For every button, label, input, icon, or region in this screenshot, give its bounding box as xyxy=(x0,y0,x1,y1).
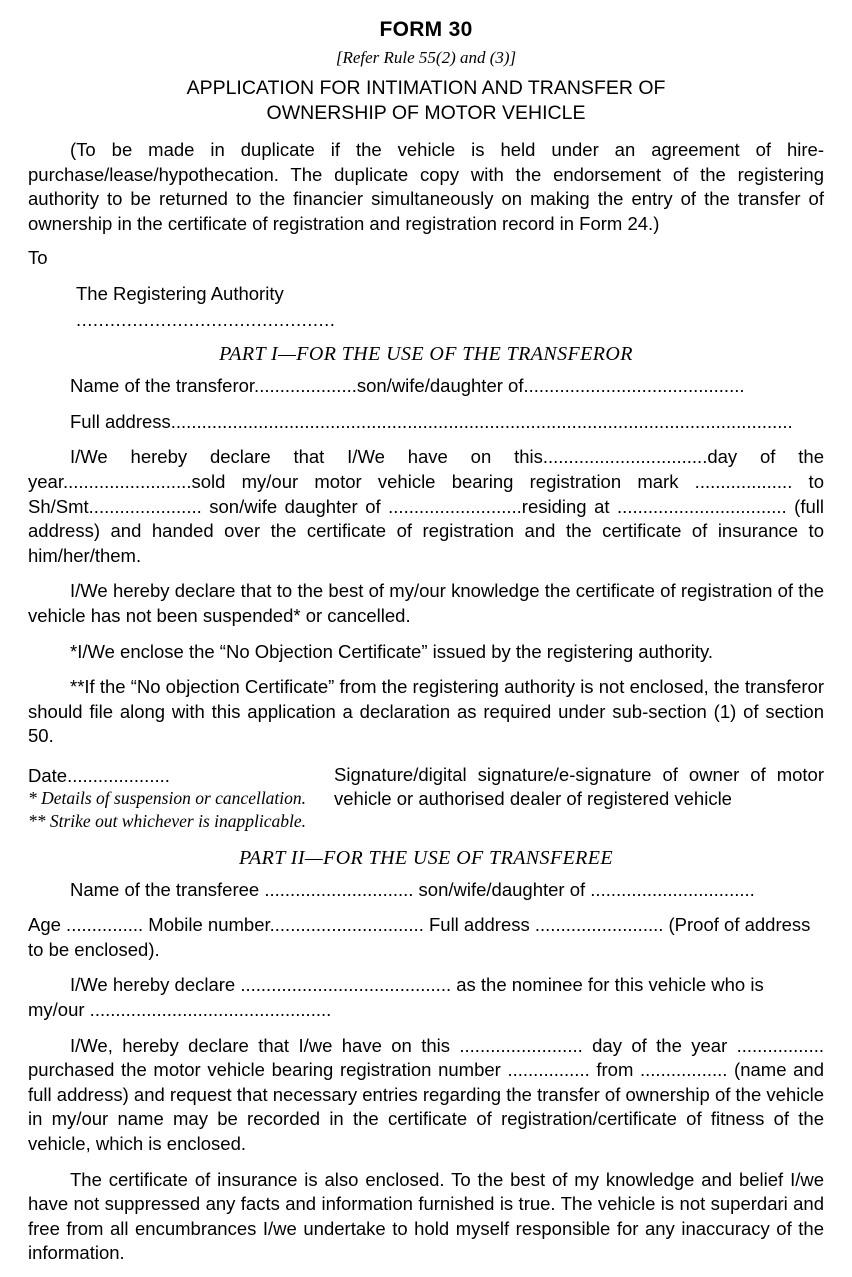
refer-rule-line: [Refer Rule 55(2) and (3)] xyxy=(335,48,517,67)
transferor-address-line: Full address......................................................................................................................... xyxy=(70,410,793,432)
part2-heading: PART II—FOR THE USE OF TRANSFEREE xyxy=(238,846,614,869)
noc-not-enclosed-note: **If the “No objection Certificate” from the registering authority is not enclosed, the transferor should file along with this application a declaration as required under sub-section (1) of section 50. xyxy=(28,676,824,747)
to-label: To xyxy=(28,247,48,269)
transferee-insurance-declaration: The certificate of insurance is also enclosed. To the best of my knowledge and belief I/we have not suppressed any facts and information furnished is true. The vehicle is not superdari and free from all encumbrances I/we undertake to hold myself responsible for any inaccuracy of the information. xyxy=(28,1168,824,1264)
transferor-sale-declaration: I/We hereby declare that I/We have on this................................day of the year.........................sold my/our motor vehicle bearing registration mark ................... to Sh/Smt...................... son/wife daughter of ..........................residing at ................................. (full address) and handed over the certificate of registration and the certificate of insurance to him/her/them. xyxy=(28,446,824,566)
transferee-nominee-line: I/We hereby declare ......................................... as the nominee for this vehicle who is my/our ............................................... xyxy=(28,974,764,1020)
transferee-name-line: Name of the transferee ............................. son/wife/daughter of ................................ xyxy=(70,878,755,900)
application-heading xyxy=(28,76,824,126)
registering-authority-label: The Registering Authority xyxy=(76,283,284,305)
footnote-suspension: * Details of suspension or cancellation. xyxy=(28,788,307,809)
transferor-signature-label: Signature/digital signature/e-signature of owner of motor vehicle or authorised dealer of registered vehicle xyxy=(334,764,824,810)
application-heading-line2: OWNERSHIP OF MOTOR VEHICLE xyxy=(266,101,586,124)
registering-authority-blank: .............................................. xyxy=(76,309,336,331)
page-title: FORM 30 xyxy=(379,18,473,41)
noc-enclosed-note: *I/We enclose the “No Objection Certificate” issued by the registering authority. xyxy=(70,640,714,662)
footnote-strike-out: ** Strike out whichever is inapplicable. xyxy=(28,810,307,831)
transferee-age-address-line: Age ............... Mobile number.............................. Full address ......................... (Proof of address to be enclosed). xyxy=(28,914,811,960)
transferor-suspension-declaration: I/We hereby declare that to the best of my/our knowledge the certificate of registration of the vehicle has not been suspended* or cancelled. xyxy=(28,580,824,627)
part1-footnotes xyxy=(28,787,358,833)
part1-heading: PART I—FOR THE USE OF THE TRANSFEROR xyxy=(219,343,633,366)
transferee-purchase-declaration: I/We, hereby declare that I/we have on this ........................ day of the year ................. purchased the motor vehicle bearing registration number ................ from ................. (name and full address) and request that necessary entries regarding the transfer of ownership of the vehicle in my/our name may be recorded in the certificate of registration/certificate of fitness of the vehicle, which is enclosed. xyxy=(28,1034,824,1154)
intro-paragraph: (To be made in duplicate if the vehicle is held under an agreement of hire-purchase/lease/hypothecation. The duplicate copy with the endorsement of the registering authority to be returned to the financier simultaneously on making the entry of the transfer of ownership in the certificate of registration and registration record in Form 24.) xyxy=(28,138,824,234)
application-heading-line1: APPLICATION FOR INTIMATION AND TRANSFER OF xyxy=(186,77,666,99)
transferor-name-line: Name of the transferor....................son/wife/daughter of........................................... xyxy=(70,375,745,397)
transferor-date-field: Date.................... xyxy=(28,765,170,786)
